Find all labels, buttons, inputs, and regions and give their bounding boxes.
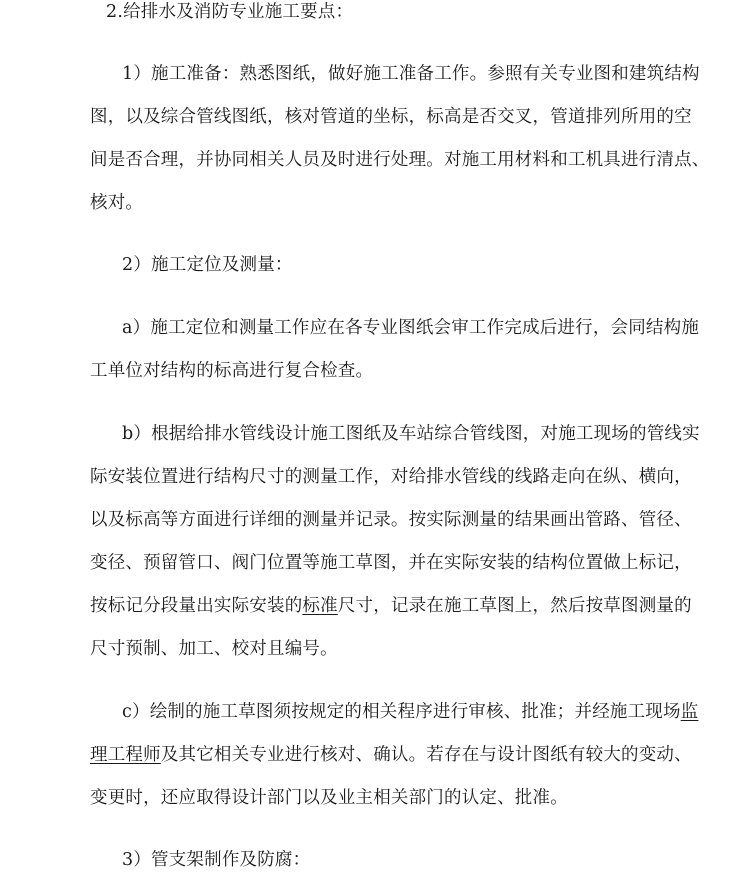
- subheading: 3）管支架制作及防腐：: [122, 850, 311, 870]
- paragraph-line: 尺寸预制、加工、校对且编号。: [90, 639, 338, 659]
- paragraph-line: 变更时，还应取得设计部门以及业主相关部门的认定、批准。: [90, 788, 568, 808]
- paragraph-line: 1）施工准备：熟悉图纸，做好施工准备工作。参照有关专业图和建筑结构: [122, 64, 700, 84]
- supervising-engineer-link[interactable]: 监: [680, 702, 699, 722]
- paragraph-line: a）施工定位和测量工作应在各专业图纸会审工作完成后进行，会同结构施: [122, 318, 700, 338]
- text-segment: 按标记分段量出实际安装的: [90, 596, 303, 616]
- paragraph-line: [90, 743, 730, 767]
- paragraph-line: 间是否合理，并协同相关人员及时进行处理。对施工用材料和工机具进行清点、: [90, 150, 710, 170]
- paragraph-line: 图，以及综合管线图纸，核对管道的坐标，标高是否交叉，管道排列所用的空: [90, 107, 692, 127]
- text-segment: c）绘制的施工草图须按规定的相关程序进行审核、批准；并经施工现场: [122, 702, 681, 722]
- paragraph-line: 变径、预留管口、阀门位置等施工草图，并在实际安装的结构位置做上标记，: [90, 553, 692, 573]
- subheading: 2）施工定位及测量：: [122, 255, 293, 275]
- text-segment: 尺寸，记录在施工草图上，然后按草图测量的: [337, 596, 692, 616]
- supervising-engineer-link[interactable]: 理工程师: [90, 745, 161, 765]
- paragraph-line: b）根据给排水管线设计施工图纸及车站综合管线图，对施工现场的管线实: [122, 424, 700, 444]
- text-segment: 及其它相关专业进行核对、确认。若存在与设计图纸有较大的变动、: [160, 745, 692, 765]
- standard-link[interactable]: 标准: [302, 596, 338, 616]
- paragraph-line: 以及标高等方面进行详细的测量并记录。按实际测量的结果画出管路、管径、: [90, 510, 692, 530]
- paragraph-line: 工单位对结构的标高进行复合检查。: [90, 361, 374, 381]
- paragraph-line: [90, 594, 730, 618]
- section-heading: 2.给排水及消防专业施工要点：: [106, 2, 354, 22]
- paragraph-line: 核对。: [90, 193, 144, 213]
- paragraph-line: [122, 700, 751, 724]
- paragraph-line: 际安装位置进行结构尺寸的测量工作，对给排水管线的线路走向在纵、横向，: [90, 467, 692, 487]
